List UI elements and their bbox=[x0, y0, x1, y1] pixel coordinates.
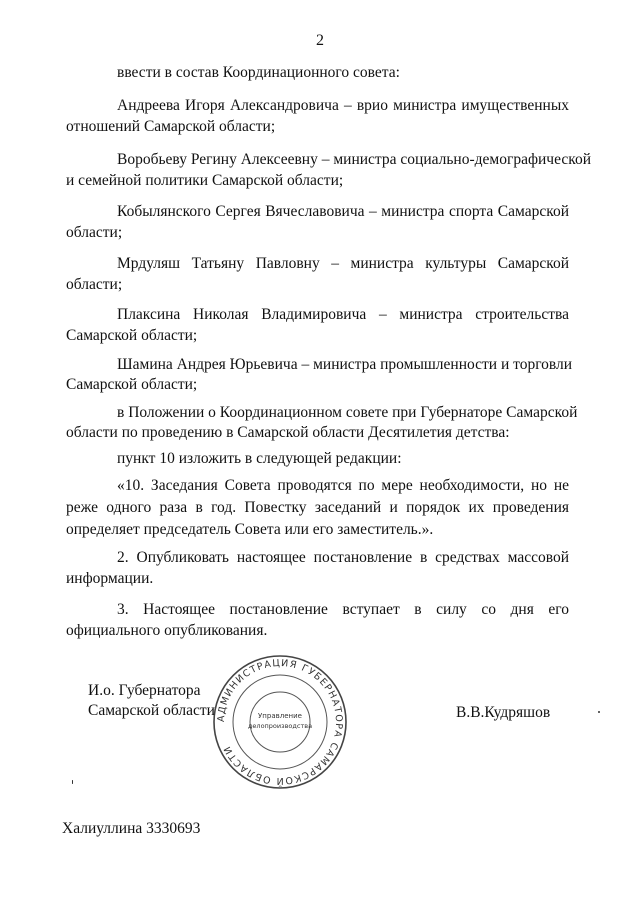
stamp-center-line1: Управление bbox=[258, 712, 302, 720]
text-line: ввести в состав Координационного совета: bbox=[117, 64, 400, 81]
text-line: Шамина Андрея Юрьевича – министра промышленности и торговли bbox=[117, 356, 573, 373]
text-line: реже одного раза в год. Повестку заседаний и порядок их проведения bbox=[66, 499, 569, 516]
official-stamp bbox=[210, 652, 350, 792]
text-line: информации. bbox=[66, 570, 154, 587]
stamp-outer-text: АДМИНИСТРАЦИЯ ГУБЕРНАТОРА САМАРСКОЙ ОБЛАСТИ bbox=[215, 657, 345, 787]
text-line: Плаксина Николая Владимировича – министра строительства bbox=[117, 306, 569, 323]
text-line: области по проведению в Самарской области Десятилетия детства: bbox=[66, 424, 510, 441]
text-line: официального опубликования. bbox=[66, 622, 268, 639]
text-line: Мрдуляш Татьяну Павловну – министра культуры Самарской bbox=[117, 255, 569, 272]
text-line: в Положении о Координационном совете при Губернаторе Самарской bbox=[117, 404, 578, 421]
scan-speck bbox=[72, 780, 73, 784]
signer-name: В.В.Кудряшов bbox=[456, 704, 551, 721]
text-line: Андреева Игоря Александровича – врио министра имущественных bbox=[117, 97, 569, 114]
stamp-center-line2: делопроизводства bbox=[247, 722, 313, 730]
text-line: Воробьеву Регину Алексеевну – министра социально-демографической bbox=[117, 151, 592, 168]
text-line: Самарской области; bbox=[66, 376, 198, 393]
text-line: области; bbox=[66, 276, 123, 293]
text-line: «10. Заседания Совета проводятся по мере необходимости, но не bbox=[117, 477, 569, 494]
signer-title-line2: Самарской области bbox=[88, 702, 215, 719]
text-line: области; bbox=[66, 224, 123, 241]
text-line: 3. Настоящее постановление вступает в силу со дня его bbox=[117, 601, 569, 618]
text-line: и семейной политики Самарской области; bbox=[66, 172, 344, 189]
executor-contact: Халиуллина 3330693 bbox=[62, 820, 201, 837]
text-line: Кобылянского Сергея Вячеславовича – министра спорта Самарской bbox=[117, 203, 569, 220]
text-line: отношений Самарской области; bbox=[66, 118, 276, 135]
text-line: Самарской области; bbox=[66, 327, 198, 344]
page-number: 2 bbox=[316, 32, 324, 49]
scan-speck bbox=[598, 711, 600, 713]
text-line: определяет председатель Совета или его заместитель.». bbox=[66, 521, 434, 538]
signer-title-line1: И.о. Губернатора bbox=[88, 682, 201, 699]
text-line: пункт 10 изложить в следующей редакции: bbox=[117, 450, 402, 467]
text-line: 2. Опубликовать настоящее постановление в средствах массовой bbox=[117, 549, 569, 566]
